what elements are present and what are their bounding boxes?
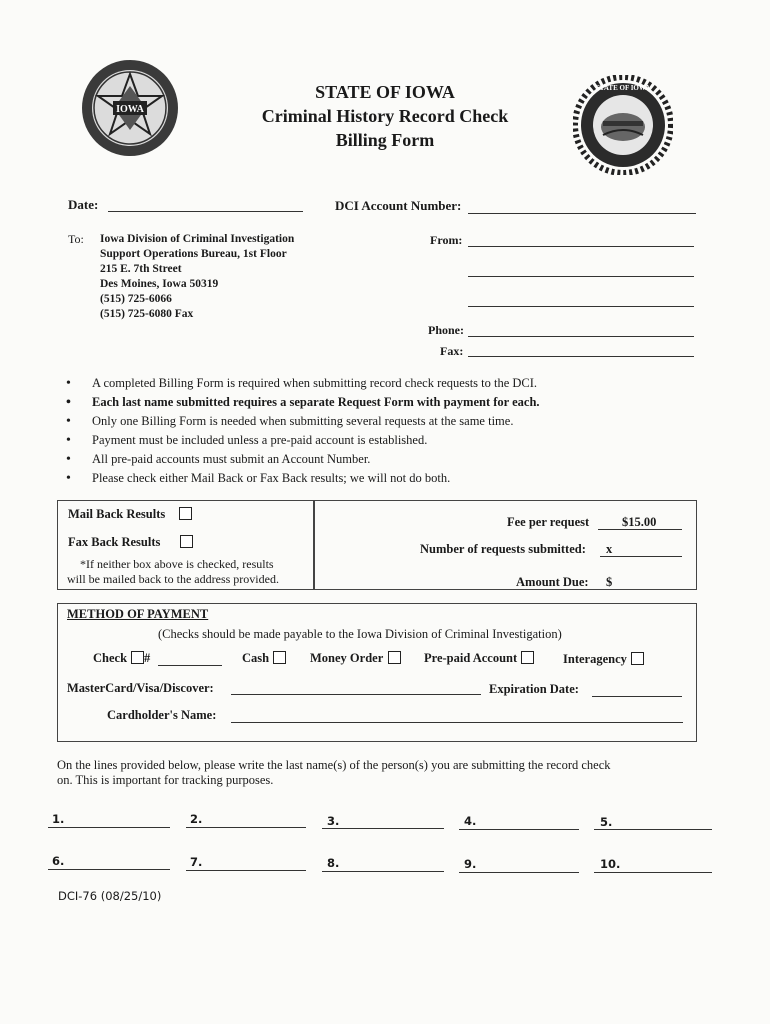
name-field-10[interactable] (594, 872, 712, 873)
address-line: 215 E. 7th Street (100, 263, 182, 275)
check-label: Check (93, 651, 128, 665)
payment-note: (Checks should be made payable to the Iowa Division of Criminal Investigation) (158, 627, 562, 641)
name-number: 8. (327, 856, 340, 870)
cash-option[interactable] (242, 651, 286, 666)
name-number: 5. (600, 815, 613, 829)
name-field-3[interactable] (322, 828, 444, 829)
requests-label: Number of requests submitted: (420, 542, 586, 556)
name-number: 6. (52, 854, 65, 868)
date-field[interactable] (108, 211, 303, 212)
instruction-item: • Each last name submitted requires a separate Request Form with payment for each. (66, 393, 540, 412)
address-line: (515) 725-6066 (100, 293, 172, 305)
expiration-label: Expiration Date: (489, 682, 579, 696)
state-heading: STATE OF IOWA (315, 82, 455, 102)
names-instruction-line-1: On the lines provided below, please write the last name(s) of the person(s) you are submitting the record check (57, 758, 611, 772)
card-label: MasterCard/Visa/Discover: (67, 681, 214, 695)
name-field-6[interactable] (48, 869, 170, 870)
form-id: DCI-76 (08/25/10) (58, 889, 162, 903)
expiration-field[interactable] (592, 696, 682, 697)
svg-text:STATE OF IOWA: STATE OF IOWA (595, 84, 651, 92)
name-field-1[interactable] (48, 827, 170, 828)
interagency-checkbox[interactable] (631, 652, 644, 665)
address-line: Iowa Division of Criminal Investigation (100, 233, 295, 245)
name-field-2[interactable] (186, 827, 306, 828)
name-number: 9. (464, 857, 477, 871)
form-subtitle: Billing Form (335, 130, 435, 150)
money-order-checkbox[interactable] (388, 651, 401, 664)
check-hash: # (144, 651, 151, 665)
mail-back-option[interactable] (68, 507, 192, 522)
phone-field[interactable] (468, 336, 694, 337)
name-field-8[interactable] (322, 871, 444, 872)
address-line: Support Operations Bureau, 1st Floor (100, 248, 287, 260)
payment-heading: METHOD OF PAYMENT (67, 607, 209, 621)
name-number: 4. (464, 814, 477, 828)
interagency-option[interactable] (563, 652, 644, 667)
money-order-label: Money Order (310, 651, 384, 665)
svg-text:IOWA: IOWA (116, 104, 144, 115)
dci-address (100, 232, 294, 322)
mail-back-label: Mail Back Results (68, 507, 166, 521)
check-checkbox[interactable] (131, 651, 144, 664)
date-label: Date: (68, 197, 99, 212)
instruction-item: • Payment must be included unless a pre-paid account is established. (66, 431, 540, 450)
fee-value: $15.00 (622, 515, 657, 529)
check-number-field[interactable] (158, 665, 222, 666)
interagency-label: Interagency (563, 652, 627, 666)
instructions-list (66, 374, 540, 488)
name-field-7[interactable] (186, 870, 306, 871)
card-number-field[interactable] (231, 694, 481, 695)
results-note-line-1: *If neither box above is checked, results (80, 557, 274, 571)
from-field-3[interactable] (468, 306, 694, 307)
from-field-2[interactable] (468, 276, 694, 277)
cardholder-label: Cardholder's Name: (107, 708, 217, 722)
fax-back-label: Fax Back Results (68, 535, 161, 549)
from-label: From: (430, 233, 463, 247)
account-number-label: DCI Account Number: (335, 198, 462, 213)
names-instruction-line-2: on. This is important for tracking purposes. (57, 773, 274, 787)
name-field-5[interactable] (594, 829, 712, 830)
requests-field[interactable] (600, 556, 682, 557)
phone-label: Phone: (428, 323, 464, 337)
name-number: 1. (52, 812, 65, 826)
mail-back-checkbox[interactable] (179, 507, 192, 520)
address-line: Des Moines, Iowa 50319 (100, 278, 219, 290)
instruction-item: • All pre-paid accounts must submit an Account Number. (66, 450, 540, 469)
amount-label: Amount Due: (516, 575, 589, 589)
cardholder-field[interactable] (231, 722, 683, 723)
results-note-line-2: will be mailed back to the address provided. (67, 572, 279, 586)
name-field-4[interactable] (459, 829, 579, 830)
instruction-item: • Only one Billing Form is needed when submitting several requests at the same time. (66, 412, 540, 431)
cash-label: Cash (242, 651, 270, 665)
name-number: 3. (327, 814, 340, 828)
fax-field[interactable] (468, 356, 694, 357)
from-field-1[interactable] (468, 246, 694, 247)
amount-value: $ (606, 575, 613, 589)
name-number: 2. (190, 812, 203, 826)
to-label: To: (68, 232, 84, 246)
prepaid-checkbox[interactable] (521, 651, 534, 664)
name-field-9[interactable] (459, 872, 579, 873)
form-title: Criminal History Record Check (261, 106, 509, 126)
prepaid-option[interactable] (424, 651, 534, 666)
money-order-option[interactable] (310, 651, 401, 666)
fax-back-option[interactable] (68, 535, 193, 550)
name-number: 10. (600, 857, 621, 871)
instruction-item: • A completed Billing Form is required when submitting record check requests to the DCI. (66, 374, 540, 393)
instruction-item: • Please check either Mail Back or Fax Back results; we will not do both. (66, 469, 540, 488)
cash-checkbox[interactable] (273, 651, 286, 664)
check-option[interactable] (93, 651, 150, 666)
prepaid-label: Pre-paid Account (424, 651, 518, 665)
fax-back-checkbox[interactable] (180, 535, 193, 548)
fax-label: Fax: (440, 344, 464, 358)
name-number: 7. (190, 855, 203, 869)
account-number-field[interactable] (468, 213, 696, 214)
fee-label: Fee per request (507, 515, 590, 529)
address-line: (515) 725-6080 Fax (100, 308, 194, 320)
requests-value: x (606, 542, 613, 556)
